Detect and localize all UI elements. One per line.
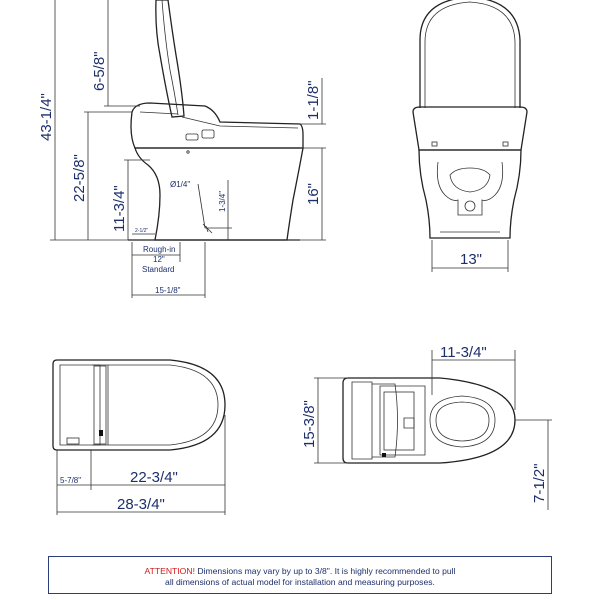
side-lid bbox=[156, 0, 184, 117]
top-offset-label: 5-7/8" bbox=[60, 476, 82, 485]
bowl-height-label: 16" bbox=[305, 182, 322, 205]
rough-in-value: 12" bbox=[153, 255, 165, 264]
hose-diameter-label: Ø1/4" bbox=[170, 180, 191, 189]
top-view-closed bbox=[53, 360, 225, 515]
base-offset-label: 2-1/2" bbox=[135, 228, 149, 234]
front-view bbox=[413, 0, 527, 272]
total-height-label: 43-1/4" bbox=[38, 93, 55, 141]
hose-height-label: 1-3/4" bbox=[218, 190, 227, 212]
front-width-label: 13" bbox=[460, 251, 483, 268]
lid-offset-label: 6-5/8" bbox=[91, 51, 108, 91]
open-front-offset-label: 7-1/2" bbox=[531, 463, 548, 503]
attention-notice bbox=[48, 556, 552, 594]
rough-in-standard: Standard bbox=[142, 265, 175, 274]
attention-label: ATTENTION! bbox=[144, 566, 195, 576]
open-bowl-width-label: 11-3/4" bbox=[440, 344, 487, 361]
base-depth-label: 15-1/8" bbox=[155, 286, 181, 295]
outlet-height-label: 11-3/4" bbox=[111, 185, 128, 232]
top-seat-length-label: 22-3/4" bbox=[130, 469, 178, 486]
front-body bbox=[419, 150, 521, 238]
notice-line-1: Dimensions may vary by up to 3/8". It is highly recommended to pull bbox=[197, 566, 456, 576]
front-lid bbox=[420, 0, 520, 108]
top-view-open bbox=[301, 344, 552, 510]
seat-gap-label: 1-1/8" bbox=[305, 80, 322, 120]
open-total-width-label: 15-3/8" bbox=[301, 400, 318, 448]
seat-height-label: 22-5/8" bbox=[71, 154, 88, 202]
rough-in-label: Rough-in bbox=[143, 245, 176, 254]
top-total-length-label: 28-3/4" bbox=[117, 496, 165, 513]
side-view bbox=[38, 0, 326, 298]
notice-line-2: all dimensions of actual model for installation and measuring purposes. bbox=[165, 577, 435, 587]
top-closed-outline bbox=[53, 360, 225, 450]
front-tank bbox=[413, 107, 527, 150]
